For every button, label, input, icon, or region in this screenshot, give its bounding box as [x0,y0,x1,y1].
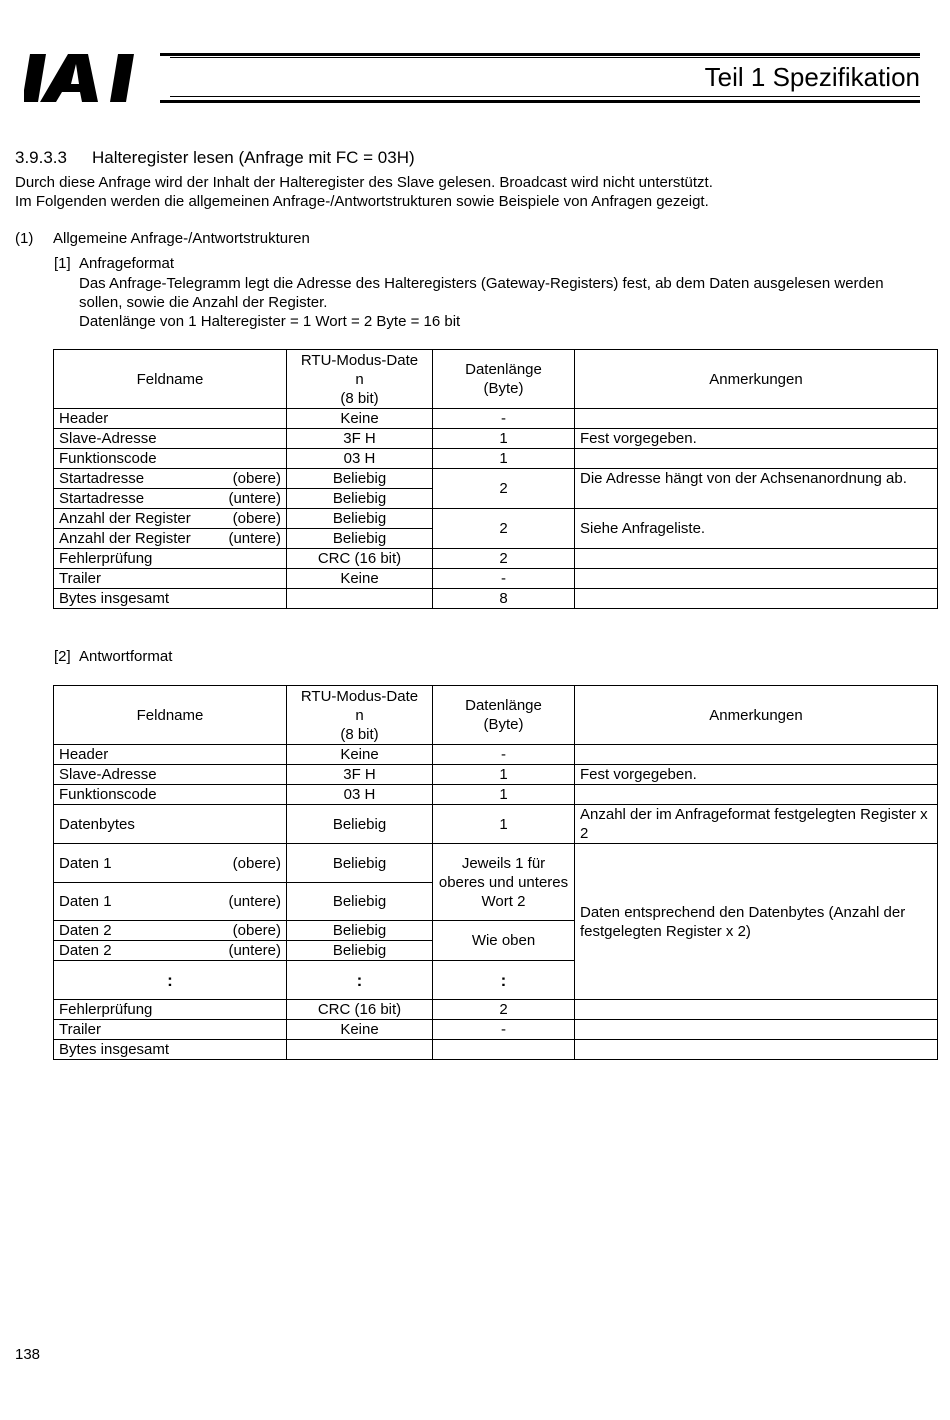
response-format-label: Antwortformat [79,648,173,665]
section-intro [15,173,713,211]
intro-line-1: Durch diese Anfrage wird der Inhalt der Halteregister des Slave gelesen. Broadcast wird nicht unterstützt. [15,174,713,191]
intro-line-2: Im Folgenden werden die allgemeinen Anfrage-/Antwortstrukturen sowie Beispiele von Anfragen gezeigt. [15,193,709,210]
table-row: Datenbytes Beliebig 1 Anzahl der im Anfrageformat festgelegten Register x 2 [54,805,938,844]
table-row: Trailer Keine - [54,569,938,589]
table-row: Header Keine - [54,409,938,429]
company-logo [24,54,164,104]
request-format-number: [1] [54,255,71,272]
table-row: Header Keine - [54,745,938,765]
request-desc-line-2: Datenlänge von 1 Halteregister = 1 Wort = 2 Byte = 16 bit [79,313,461,330]
table-row: Slave-Adresse 3F H 1 Fest vorgegeben. [54,429,938,449]
section-heading [15,148,415,168]
header-field-name: Feldname [54,350,287,409]
table-row: Startadresse (obere) Beliebig 2 Die Adresse hängt von der Achsenanordnung ab. [54,469,938,489]
request-format-heading [54,255,174,272]
request-format-label: Anfrageformat [79,255,175,272]
subsection-1-label: Allgemeine Anfrage-/Antwortstrukturen [53,230,310,247]
header-notes: Anmerkungen [575,350,938,409]
table-row: Funktionscode 03 H 1 [54,785,938,805]
response-format-heading [54,648,172,665]
header-length: Datenlänge (Byte) [433,350,575,409]
header-rule-bottom [160,100,920,103]
header-length: Datenlänge (Byte) [433,686,575,745]
table-row: Slave-Adresse 3F H 1 Fest vorgegeben. [54,765,938,785]
page-number: 138 [15,1346,41,1363]
table-row-ellipsis: : : : [54,961,938,1000]
table-row: Startadresse (untere) Beliebig [54,489,938,509]
table-header-row [54,686,938,745]
table-row: Anzahl der Register (untere) Beliebig [54,529,938,549]
response-format-number: [2] [54,648,71,665]
table-row: Daten 2 (obere) Beliebig Wie oben [54,921,938,941]
section-number: 3.9.3.3 [15,148,67,167]
iai-logo-icon [24,54,164,104]
table-row: Daten 1 (untere) Beliebig [54,883,938,921]
header-notes: Anmerkungen [575,686,938,745]
request-format-description [79,274,929,331]
table-row: Daten 1 (obere) Beliebig Jeweils 1 für oberes und unteres Wort 2 Daten entsprechend den Datenbytes (Anzahl der festgelegten Register x 2) [54,844,938,883]
table-row: Anzahl der Register (obere) Beliebig 2 Siehe Anfrageliste. [54,509,938,529]
table-row: Trailer Keine - [54,1020,938,1040]
table-header-row [54,350,938,409]
response-format-table [53,685,938,1060]
section-title: Halteregister lesen (Anfrage mit FC = 03H) [92,148,415,167]
header-rtu: RTU-Modus-Date n (8 bit) [287,686,433,745]
subsection-1-heading [15,230,310,247]
header-rule-bottom-thin [170,96,920,97]
header-rule-top-thin [170,57,920,58]
page-title: Teil 1 Spezifikation [704,62,920,92]
table-row: Funktionscode 03 H 1 [54,449,938,469]
subsection-1-number: (1) [15,230,34,247]
header-rtu: RTU-Modus-Date n (8 bit) [287,350,433,409]
table-row: Bytes insgesamt 8 [54,589,938,609]
table-row: Daten 2 (untere) Beliebig [54,941,938,961]
table-row: Bytes insgesamt [54,1040,938,1060]
table-row: Fehlerprüfung CRC (16 bit) 2 [54,549,938,569]
table-row: Fehlerprüfung CRC (16 bit) 2 [54,1000,938,1020]
header-field-name: Feldname [54,686,287,745]
request-format-table [53,349,938,609]
request-desc-line-1: Das Anfrage-Telegramm legt die Adresse des Halteregisters (Gateway-Registers) fest, ab dem Daten ausgelesen werden sollen, sowie die Anzahl der Register. [79,275,884,311]
header-rule-top [160,53,920,56]
